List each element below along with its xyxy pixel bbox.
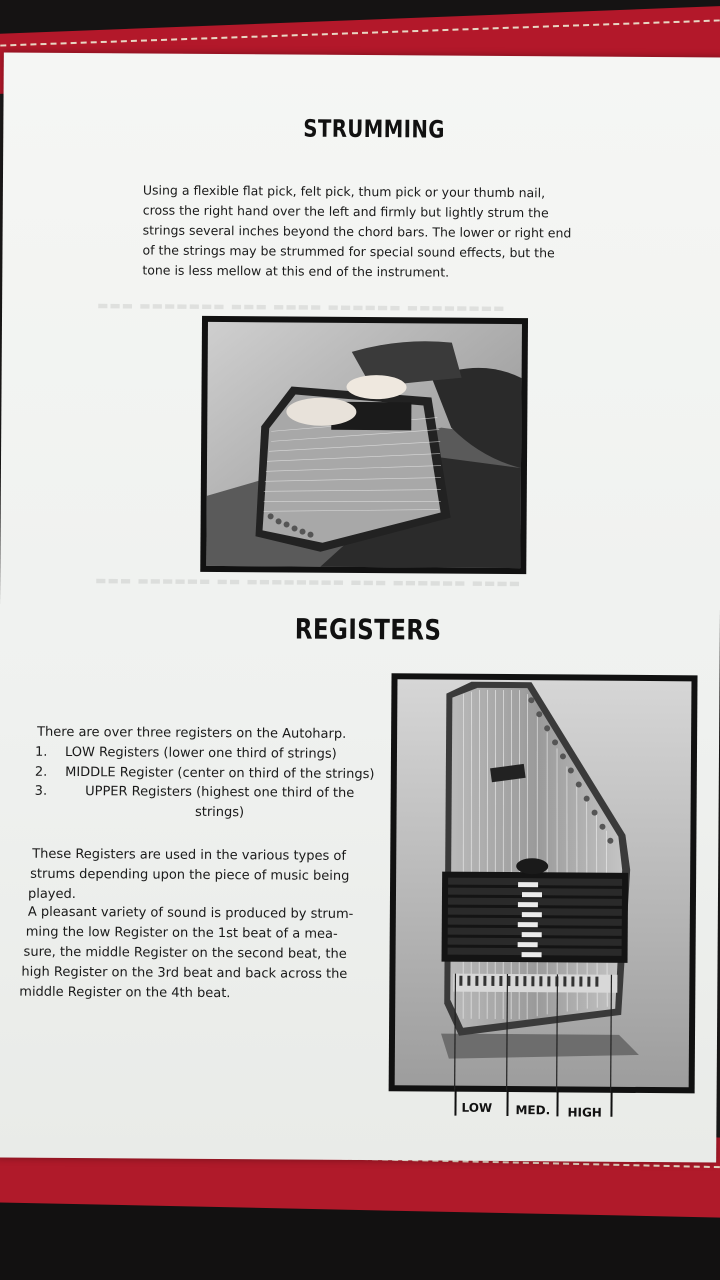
autoharp-photo-image [389,673,698,1093]
registers-line: played. [27,886,76,903]
bleed-through-text: ▬▬▬ ▬▬▬▬▬▬ ▬▬ ▬▬▬▬▬▬▬▬ ▬▬▬ ▬▬▬▬▬▬ ▬▬▬▬ [95,573,522,591]
register-boundary-tick [454,1090,456,1116]
registers-intro: There are over three registers on the Autoharp. [37,724,347,742]
label-high: HIGH [567,1105,602,1120]
strumming-line: Using a flexible flat pick, felt pick, thum pick or your thumb nail, [142,182,546,201]
register-item-middle [35,762,375,784]
registers-line: These Registers are used in the various types of [32,846,347,864]
label-med: MED. [515,1103,551,1118]
register-item-number: 2. [34,764,48,780]
strumming-line: cross the right hand over the left and firmly but lightly strum the [142,202,549,221]
label-low: LOW [461,1100,493,1115]
register-item-low [35,743,375,765]
book-page [0,53,720,1163]
strumming-photo-image [200,316,528,574]
registers-line: middle Register on the 4th beat. [19,984,231,1002]
register-item-number: 1. [34,744,48,760]
strumming-line: tone is less mellow at this end of the instrument. [142,262,450,280]
bleed-through-text: ▬▬▬ ▬▬▬▬▬▬▬ ▬▬▬ ▬▬▬▬ ▬▬▬▬▬▬ ▬▬▬▬▬▬▬▬ [97,298,506,316]
register-boundary-tick [556,1090,558,1116]
register-boundary-tick [610,1091,612,1117]
registers-line: sure, the middle Register on the second beat, the [23,944,347,962]
strumming-line: of the strings may be strummed for special sound effects, but the [142,242,555,261]
register-item-text: LOW Registers (lower one third of strings) [64,744,337,762]
strumming-photo [200,316,528,574]
registers-line: strums depending upon the piece of music being [30,866,350,884]
registers-heading: REGISTERS [294,612,442,647]
register-item-text: MIDDLE Register (center on third of the strings) [65,764,375,782]
registers-line: A pleasant variety of sound is produced by strum- [27,904,354,922]
autoharp-photo [389,673,698,1093]
register-item-number: 3. [34,783,48,799]
registers-line: high Register on the 3rd beat and back across the [21,964,348,982]
register-boundary-tick [506,1090,508,1116]
strumming-line: strings several inches beyond the chord bars. The lower or right end [142,222,572,241]
register-item-upper [35,782,375,823]
strumming-heading: STRUMMING [303,114,445,144]
register-item-text: UPPER Registers (highest one third of the strings) [85,784,355,820]
registers-list [35,743,376,823]
registers-line: ming the low Register on the 1st beat of a mea- [25,924,338,942]
